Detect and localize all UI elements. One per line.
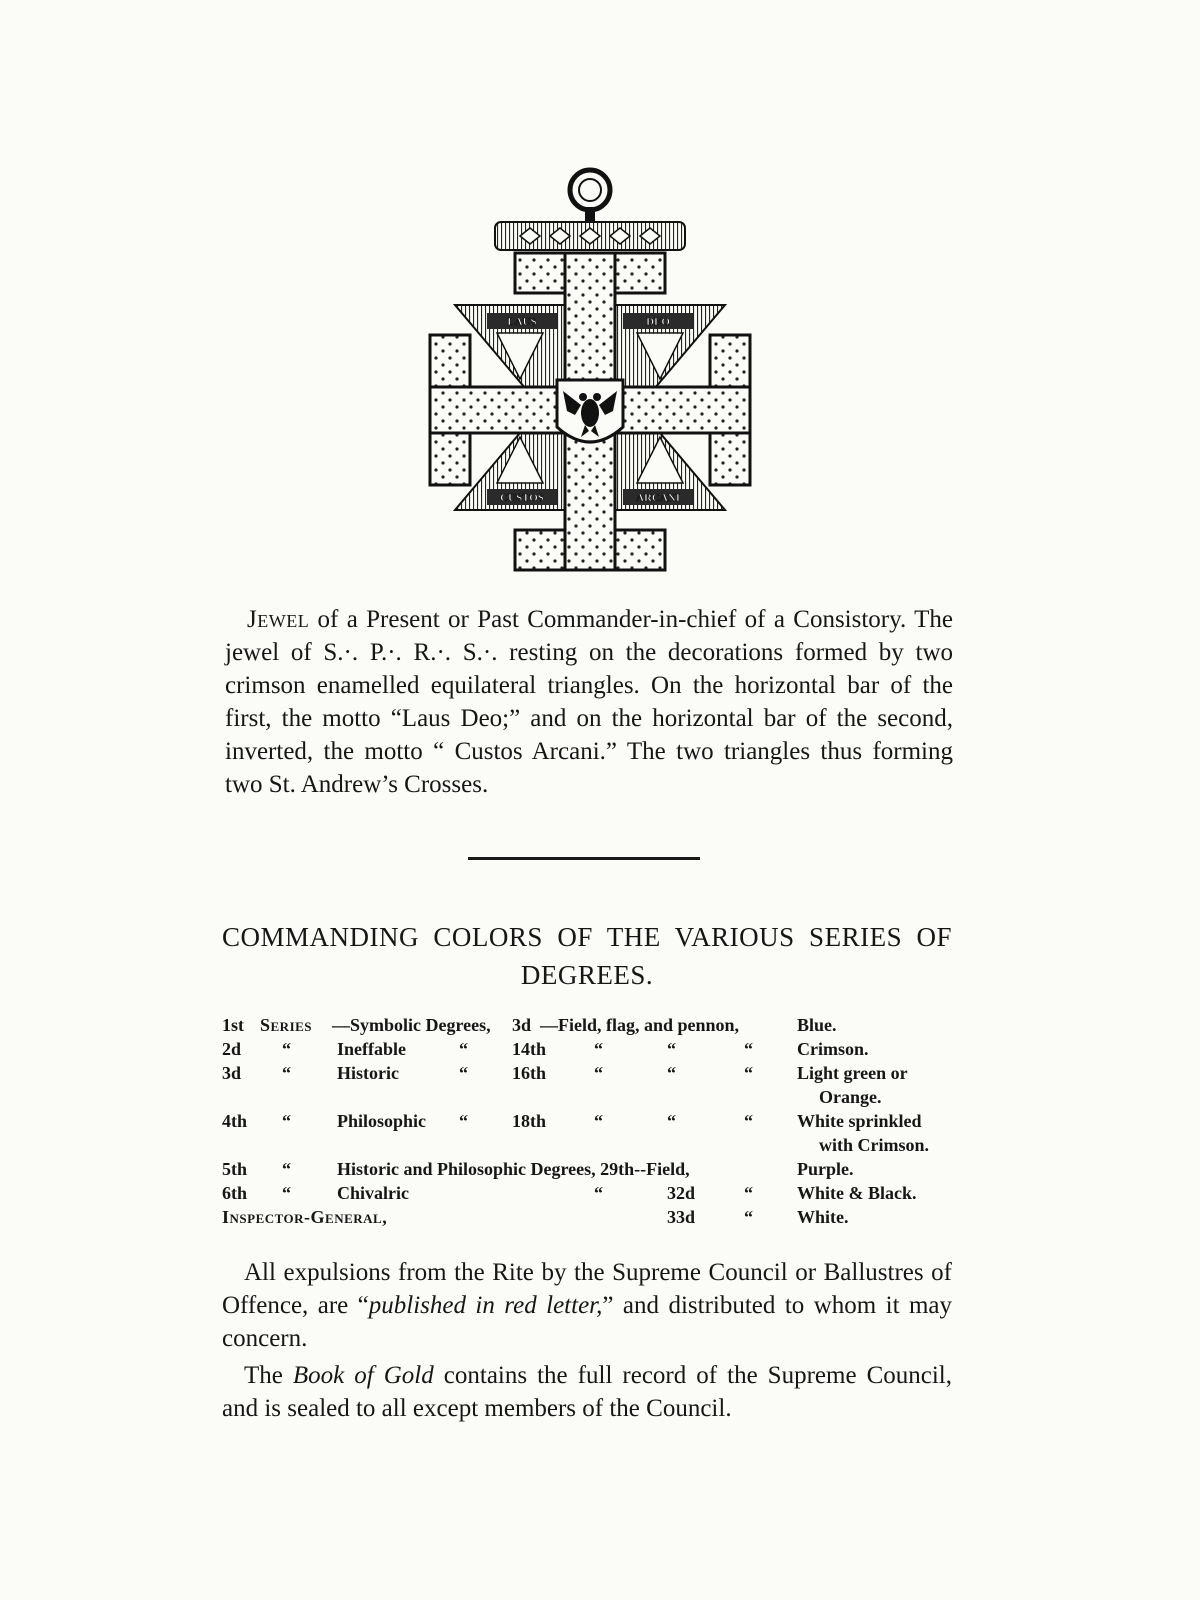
ditto-mark: “ <box>282 1063 291 1083</box>
caption-lead: Jewel <box>247 606 310 633</box>
color-value: Crimson. <box>797 1039 869 1059</box>
ditto-mark: “ <box>667 1111 676 1131</box>
series-name: Philosophic <box>337 1111 427 1131</box>
motto-laus: LAUS <box>507 316 537 328</box>
ring <box>570 170 610 210</box>
ditto-mark: “ <box>744 1207 753 1227</box>
series-name: Chivalric <box>337 1183 409 1203</box>
series-name: Ineffable <box>337 1039 406 1059</box>
degree: 32d <box>667 1183 696 1203</box>
table-row <box>222 1061 957 1109</box>
ditto-mark: “ <box>667 1039 676 1059</box>
ditto-mark: “ <box>459 1111 468 1131</box>
row-number: 3d <box>222 1063 242 1083</box>
color-value: Light green or Orange. <box>797 1063 908 1107</box>
table-row <box>222 1013 957 1037</box>
row-number: 5th <box>222 1159 248 1179</box>
row-number: 4th <box>222 1111 248 1131</box>
degree: 3d <box>512 1015 532 1035</box>
section-heading <box>222 918 952 994</box>
caption-text: of a Present or Past Commander-in-chief of a Consistory. The jewel of S.·. P.·. R.·. S.·. resting on the decorations formed by two crimson enamelled equilateral triangles. On the horizontal bar of the first, the motto “Laus Deo;” and on the horizontal bar of the second, inverted, the motto “ Custos Arcani.” The two triangles thus forming two St. Andrew’s Crosses. <box>225 606 953 798</box>
degree: 33d <box>667 1207 696 1227</box>
field-text: —Field, flag, and pennon, <box>540 1015 740 1035</box>
ditto-mark: “ <box>594 1111 603 1131</box>
table-row <box>222 1037 957 1061</box>
color-value: White sprinkled with Crimson. <box>797 1111 930 1155</box>
color-value: Blue. <box>797 1015 837 1035</box>
row-number: 1st <box>222 1015 244 1035</box>
ditto-mark: “ <box>282 1183 291 1203</box>
jewel-caption <box>225 603 953 801</box>
heading-line-2: DEGREES. <box>520 960 654 990</box>
section-divider <box>468 857 700 860</box>
table-row <box>222 1205 957 1229</box>
ditto-mark: “ <box>282 1039 291 1059</box>
motto-custos: CUSTOS <box>500 492 544 504</box>
color-value: Purple. <box>797 1159 854 1179</box>
table-row <box>222 1181 957 1205</box>
series-name: —Symbolic Degrees, <box>332 1015 491 1035</box>
series-label: Series <box>260 1015 313 1035</box>
series-name: Historic <box>337 1063 399 1083</box>
row-number: 6th <box>222 1183 248 1203</box>
color-value: White & Black. <box>797 1183 917 1203</box>
table-row <box>222 1157 957 1181</box>
ditto-mark: “ <box>594 1063 603 1083</box>
ditto-mark: “ <box>459 1039 468 1059</box>
body-text <box>222 1256 952 1429</box>
ditto-mark: “ <box>459 1063 468 1083</box>
ditto-mark: “ <box>744 1111 753 1131</box>
paragraph-expulsions: All expulsions from the Rite by the Supreme Council or Ballustres of Offence, are “published in red letter,” and distributed to whom it may concern. <box>222 1259 952 1352</box>
ditto-mark: “ <box>744 1039 753 1059</box>
degree: 16th <box>512 1063 547 1083</box>
jewel-illustration <box>425 165 755 585</box>
ditto-mark: “ <box>282 1159 291 1179</box>
paragraph-book-of-gold: The Book of Gold contains the full record of the Supreme Council, and is sealed to all except members of the Council. <box>222 1362 952 1422</box>
degree: 14th <box>512 1039 547 1059</box>
color-value: White. <box>797 1207 849 1227</box>
series-name: Historic and Philosophic Degrees, 29th--Field, <box>337 1159 690 1179</box>
heading-line-1: COMMANDING COLORS OF THE VARIOUS SERIES OF <box>222 922 952 952</box>
row-number: 2d <box>222 1039 242 1059</box>
motto-arcani: ARCANI <box>636 492 680 504</box>
ditto-mark: “ <box>594 1183 603 1203</box>
row-number: Inspector-General, <box>222 1207 388 1227</box>
ditto-mark: “ <box>594 1039 603 1059</box>
table-row <box>222 1109 957 1157</box>
ditto-mark: “ <box>282 1111 291 1131</box>
degree: 18th <box>512 1111 547 1131</box>
ditto-mark: “ <box>744 1183 753 1203</box>
ditto-mark: “ <box>744 1063 753 1083</box>
ditto-mark: “ <box>667 1063 676 1083</box>
colors-table <box>222 1013 957 1229</box>
motto-deo: DEO <box>646 316 670 328</box>
